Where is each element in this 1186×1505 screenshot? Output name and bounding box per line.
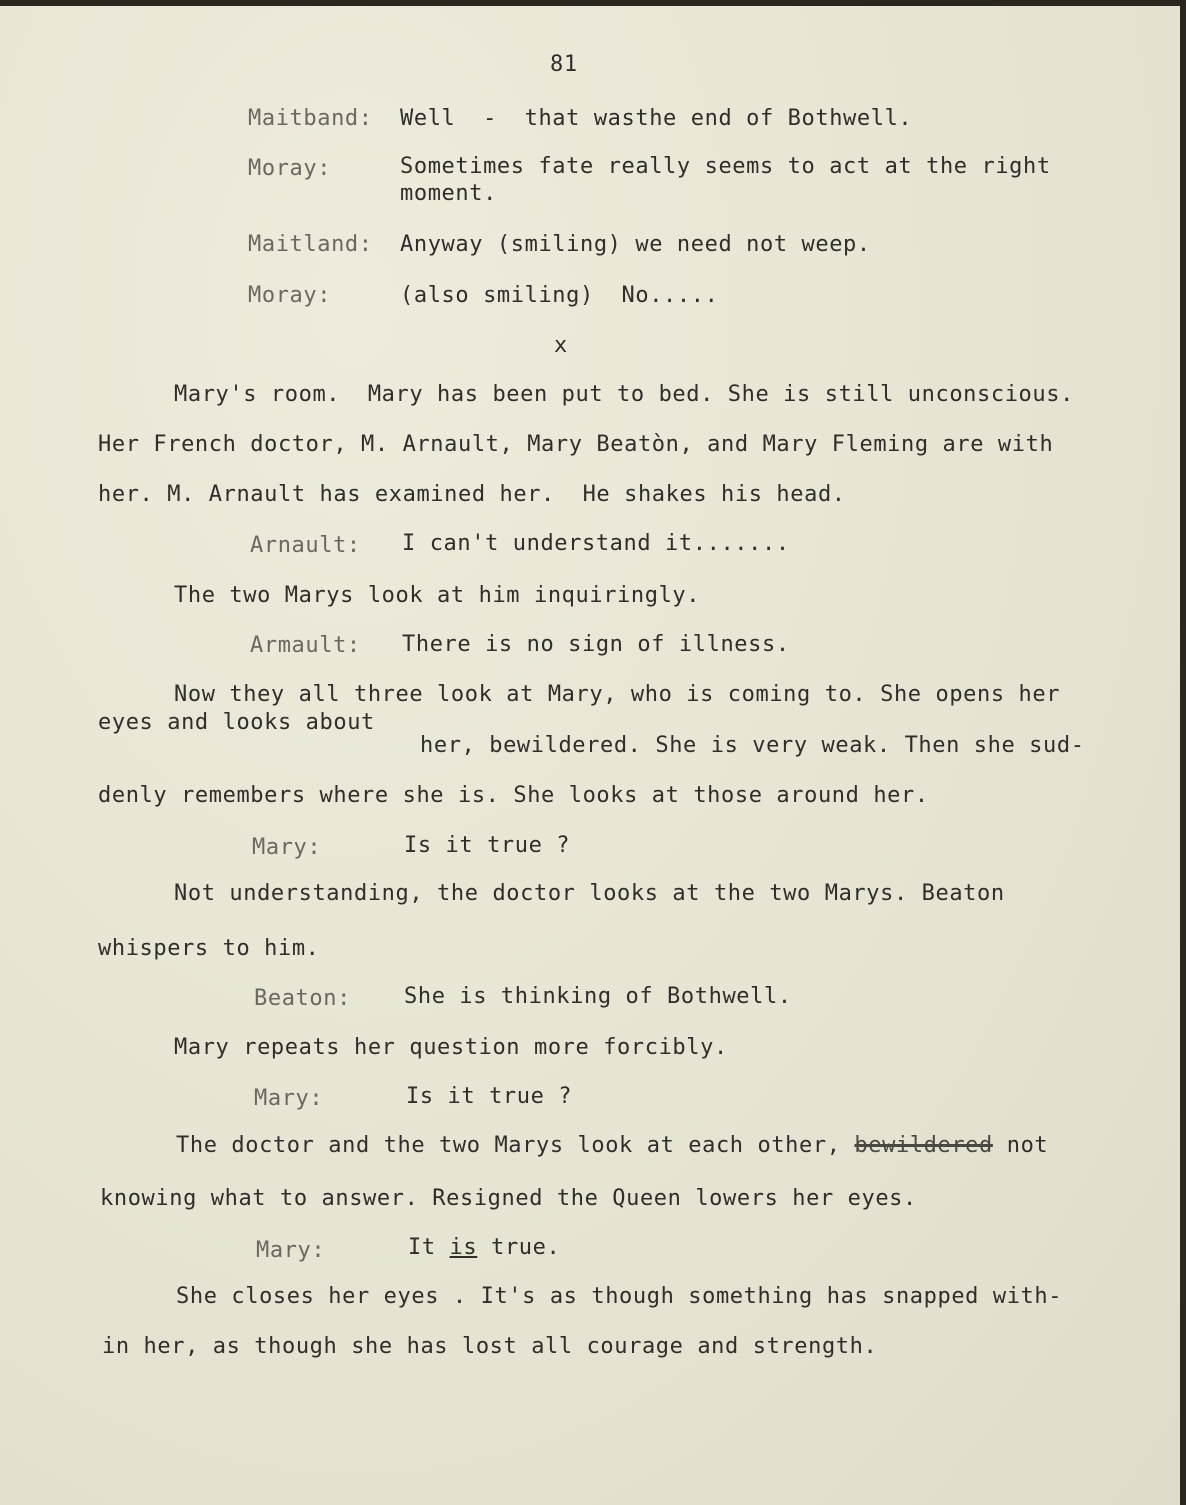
dialogue-line: Is it true ? (404, 833, 571, 858)
paragraph-line (176, 1133, 1048, 1159)
dialogue-line: She is thinking of Bothwell. (404, 984, 792, 1009)
text-segment: not (992, 1133, 1049, 1158)
dialogue-line: Sometimes fate really seems to act at the right (400, 154, 1051, 179)
typewritten-page (0, 6, 1180, 1505)
speaker-label: Mary: (252, 835, 322, 860)
dialogue-line: Is it true ? (406, 1084, 573, 1109)
paragraph-line: denly remembers where she is. She looks at those around her. (98, 783, 929, 808)
paragraph-line: her. M. Arnault has examined her. He shakes his head. (98, 482, 846, 507)
paragraph-line: Now they all three look at Mary, who is coming to. She opens her (174, 682, 1061, 707)
paragraph-line: Mary repeats her question more forcibly. (174, 1035, 728, 1060)
dialogue-line: moment. (400, 181, 497, 206)
paragraph-line: in her, as though she has lost all courage and strength. (102, 1334, 878, 1359)
speaker-label: Mary: (254, 1086, 324, 1111)
speaker-label: Arnault: (250, 533, 361, 558)
paragraph-line: Her French doctor, M. Arnault, Mary Beatòn, and Mary Fleming are with (98, 432, 1054, 457)
page-edge-shadow (1180, 0, 1186, 1505)
paragraph-line: whispers to him. (98, 936, 320, 961)
speaker-label: Maitband: (248, 106, 373, 131)
speaker-label: Armault: (250, 633, 361, 658)
page-number: 81 (550, 52, 578, 77)
paragraph-line: She closes her eyes . It's as though something has snapped with- (176, 1284, 1063, 1309)
paragraph-line: eyes and looks about (98, 710, 375, 735)
text-segment: true. (477, 1235, 561, 1260)
text-segment: The doctor and the two Marys look at each other, (176, 1133, 855, 1158)
dialogue-line (408, 1235, 560, 1261)
paragraph-line: knowing what to answer. Resigned the Queen lowers her eyes. (100, 1186, 917, 1211)
speaker-label: Moray: (248, 283, 332, 308)
text-segment: It (408, 1235, 450, 1260)
dialogue-line: Anyway (smiling) we need not weep. (400, 232, 871, 257)
paragraph-line: Not understanding, the doctor looks at the two Marys. Beaton (174, 881, 1005, 906)
dialogue-line: There is no sign of illness. (402, 632, 790, 657)
dialogue-line: Well - that wasthe end of Bothwell. (400, 106, 913, 131)
paragraph-line: Mary's room. Mary has been put to bed. She is still unconscious. (174, 382, 1074, 407)
struck-out-word: bewildered (854, 1133, 993, 1158)
dialogue-line: (also smiling) No..... (400, 283, 719, 308)
underlined-word: is (449, 1235, 478, 1260)
paragraph-line: her, bewildered. She is very weak. Then she sud- (420, 733, 1085, 758)
speaker-label: Moray: (248, 156, 332, 181)
speaker-label: Beaton: (254, 986, 351, 1011)
speaker-label: Maitland: (248, 232, 373, 257)
dialogue-line: I can't understand it....... (402, 531, 790, 556)
speaker-label: Mary: (256, 1238, 326, 1263)
paragraph-line: The two Marys look at him inquiringly. (174, 583, 701, 608)
scene-separator: x (554, 333, 568, 358)
